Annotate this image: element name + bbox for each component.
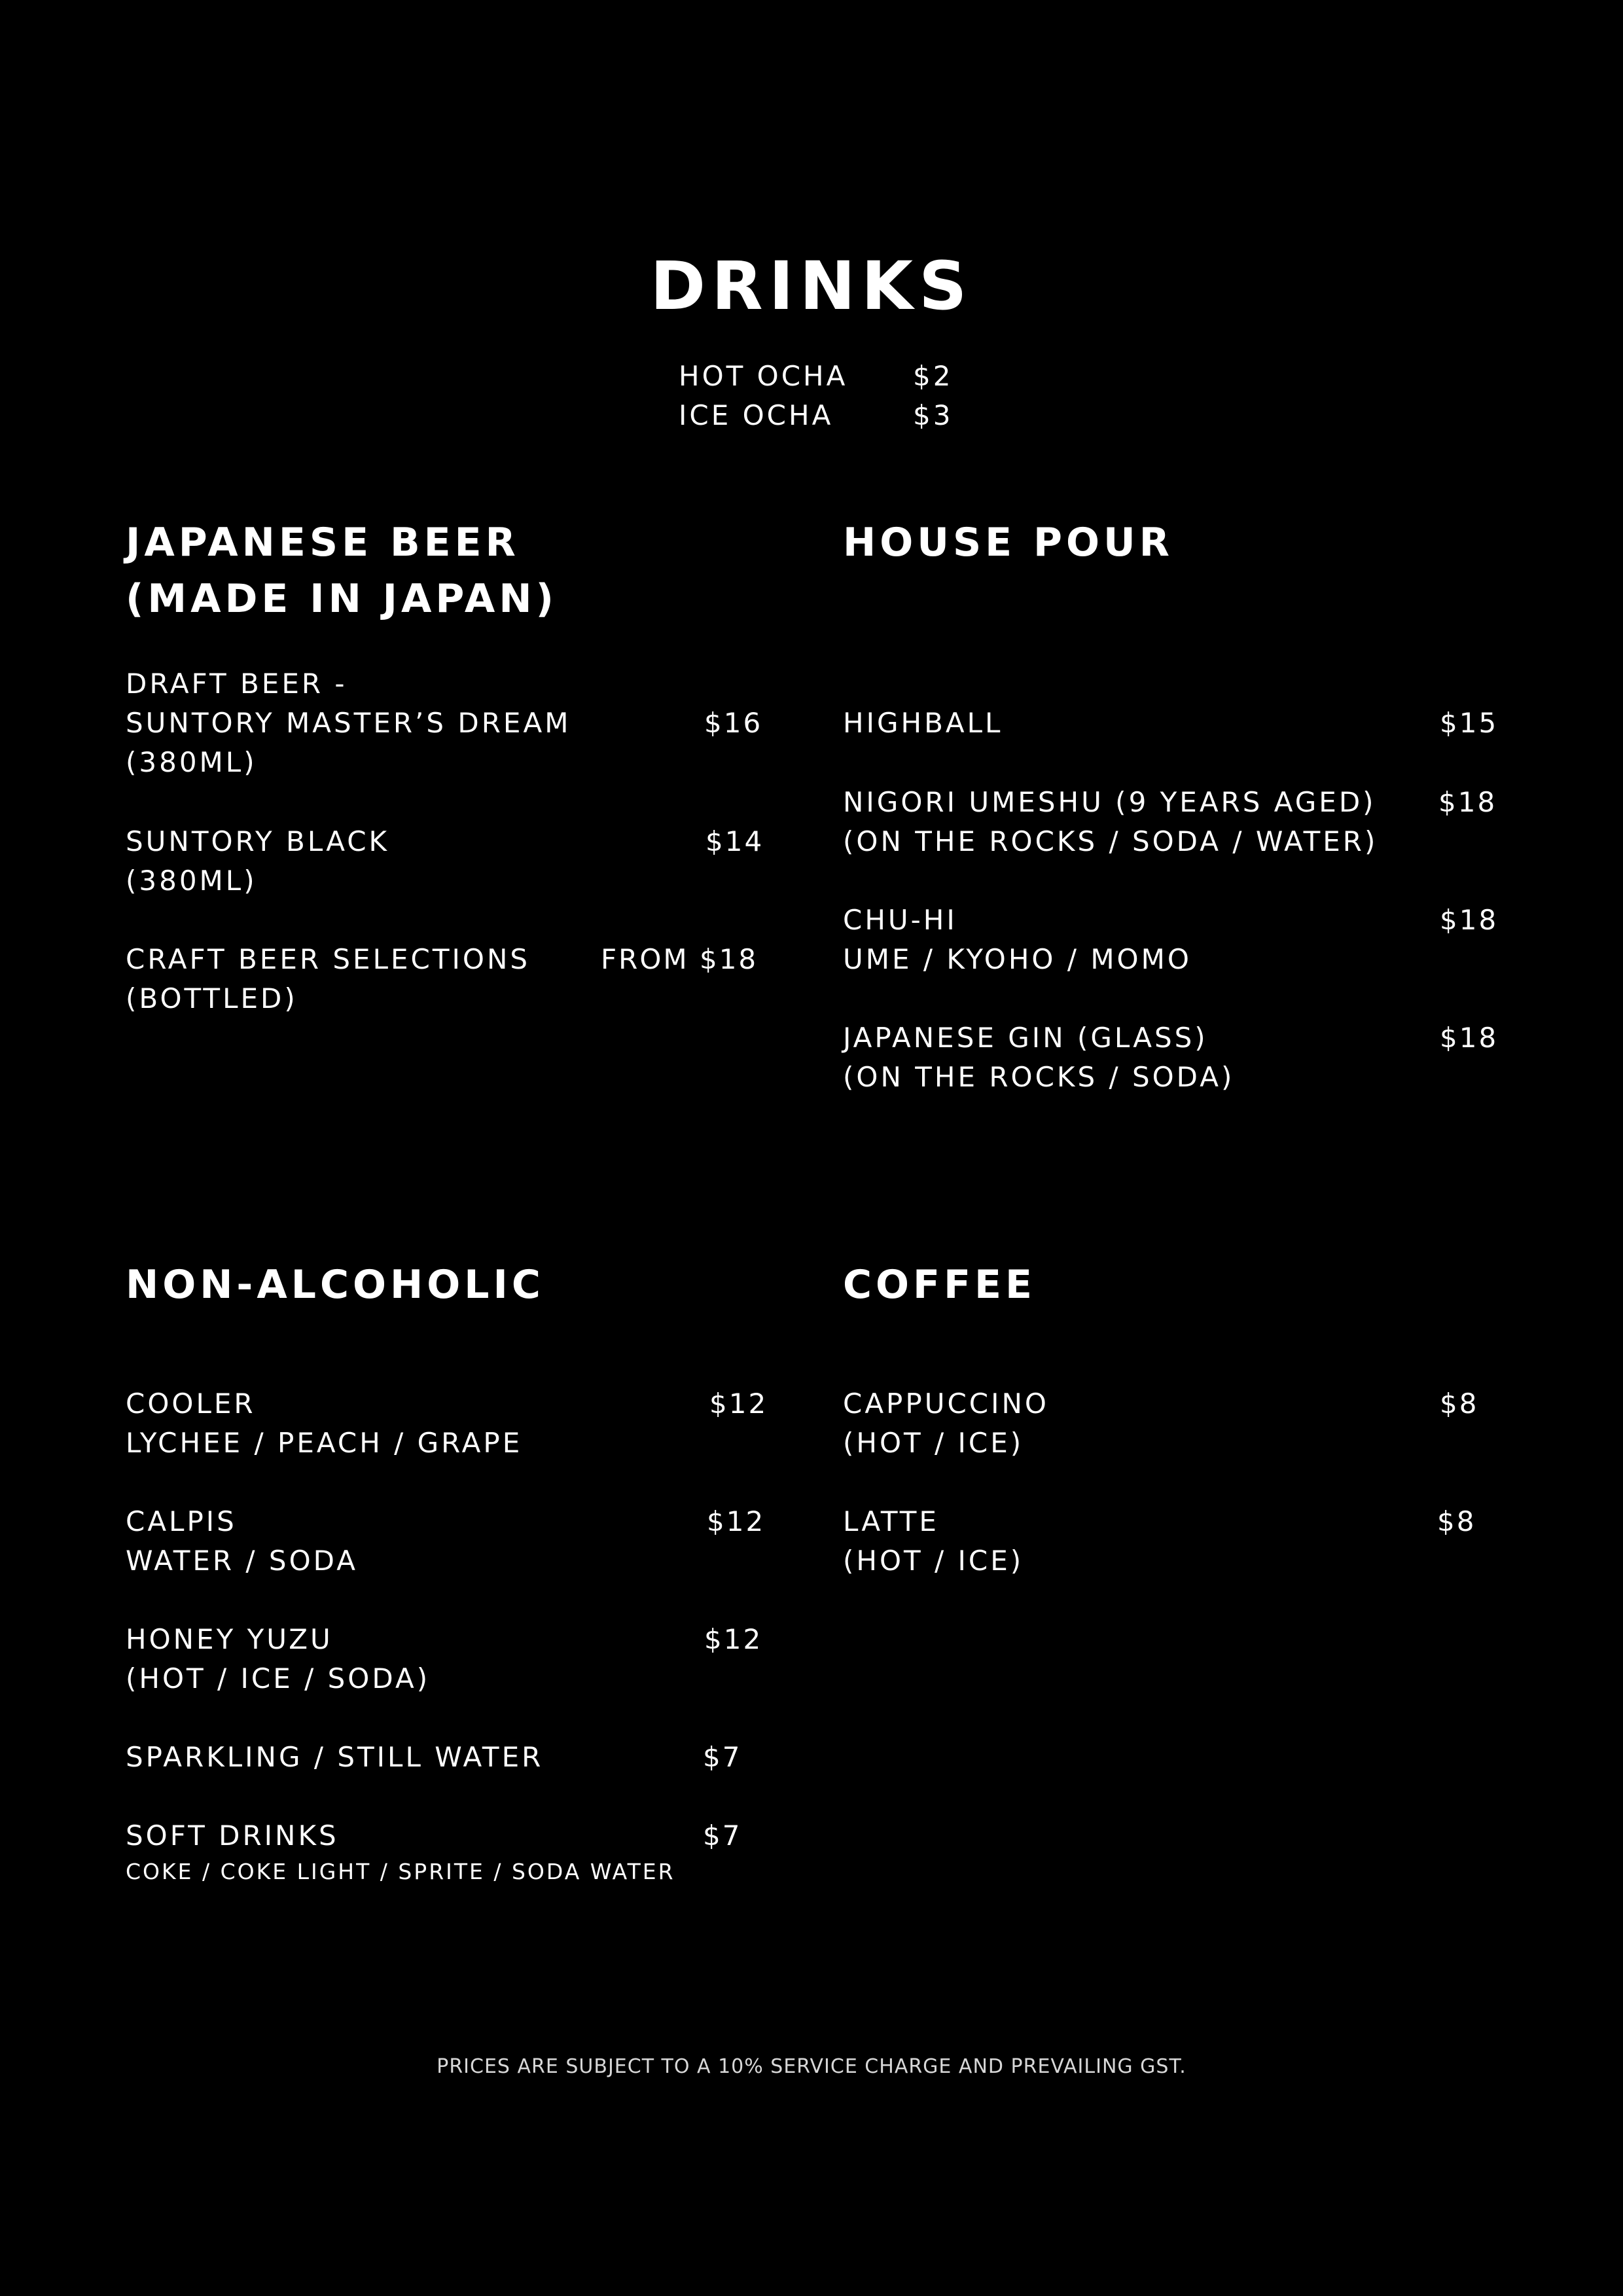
item-price: $15	[1440, 707, 1499, 739]
menu-item-honey-yuzu	[126, 1620, 763, 1698]
footer-note: PRICES ARE SUBJECT TO A 10% SERVICE CHARGE AND PREVAILING GST.	[437, 2055, 1186, 2078]
item-price: $2	[913, 360, 954, 392]
section-title-line: JAPANESE BEER	[126, 520, 520, 565]
item-name: JAPANESE GIN (GLASS)	[843, 1022, 1208, 1054]
item-name: SOFT DRINKS	[126, 1820, 339, 1852]
item-name: ICE OCHA	[679, 399, 834, 431]
page-title: DRINKS	[650, 247, 973, 325]
item-detail: UME / KYOHO / MOMO	[843, 943, 1192, 975]
menu-item-japanese-gin	[843, 1018, 1499, 1097]
section-title: HOUSE POUR	[843, 520, 1173, 565]
item-price: $8	[1437, 1505, 1476, 1537]
item-name: COOLER	[126, 1388, 256, 1420]
item-price: $18	[1438, 786, 1497, 818]
section-non-alcoholic-heading	[126, 1257, 544, 1313]
item-detail: (HOT / ICE / SODA)	[126, 1662, 431, 1695]
item-price: $12	[709, 1388, 768, 1420]
menu-item-soft-drinks	[126, 1816, 759, 1888]
item-detail: (380ML)	[126, 865, 257, 897]
item-price: $18	[1440, 904, 1499, 936]
item-name: CRAFT BEER SELECTIONS	[126, 943, 531, 975]
item-price: $12	[707, 1505, 766, 1537]
item-detail: (ON THE ROCKS / SODA)	[843, 1061, 1235, 1093]
item-name: HOT OCHA	[679, 360, 848, 392]
item-price: $3	[913, 399, 954, 431]
menu-item-chu-hi	[843, 901, 1499, 979]
item-name: DRAFT BEER -	[126, 668, 348, 700]
section-title	[126, 514, 558, 627]
section-title: NON-ALCOHOLIC	[126, 1262, 544, 1308]
item-price: FROM $18	[601, 943, 758, 975]
item-name: NIGORI UMESHU (9 YEARS AGED)	[843, 786, 1376, 818]
menu-item-suntory-black	[126, 822, 764, 901]
item-detail: COKE / COKE LIGHT / SPRITE / SODA WATER	[126, 1859, 675, 1884]
item-name: CALPIS	[126, 1505, 237, 1537]
item-price: $8	[1440, 1388, 1479, 1420]
item-detail: LYCHEE / PEACH / GRAPE	[126, 1427, 523, 1459]
list-item	[679, 396, 953, 435]
ocha-list	[679, 357, 953, 435]
item-name: HONEY YUZU	[126, 1623, 333, 1655]
item-price: $7	[703, 1820, 742, 1852]
list-item	[679, 357, 953, 396]
menu-item-cooler	[126, 1384, 768, 1463]
item-name: SUNTORY BLACK	[126, 825, 390, 857]
item-name: LATTE	[843, 1505, 939, 1537]
menu-item-latte	[843, 1502, 1492, 1581]
menu-item-calpis	[126, 1502, 766, 1581]
item-detail: (ON THE ROCKS / SODA / WATER)	[843, 825, 1378, 857]
section-coffee-heading	[843, 1257, 1036, 1313]
menu-item-water	[126, 1738, 759, 1777]
item-price: $7	[703, 1741, 742, 1773]
section-house-pour-heading	[843, 514, 1173, 571]
menu-item-craft-beer	[126, 940, 759, 1018]
section-title-line: (MADE IN JAPAN)	[126, 576, 558, 622]
item-name: CHU-HI	[843, 904, 957, 936]
item-name: CAPPUCCINO	[843, 1388, 1049, 1420]
item-detail: (HOT / ICE)	[843, 1427, 1024, 1459]
menu-item-highball	[843, 704, 1499, 743]
item-detail: WATER / SODA	[126, 1545, 358, 1577]
item-price: $12	[704, 1623, 763, 1655]
item-price: $16	[704, 707, 763, 739]
menu-item-draft-beer	[126, 664, 763, 782]
section-title: COFFEE	[843, 1262, 1036, 1308]
item-price: $18	[1440, 1022, 1499, 1054]
item-name: HIGHBALL	[843, 707, 1003, 739]
section-japanese-beer-heading	[126, 514, 558, 627]
item-name: SPARKLING / STILL WATER	[126, 1741, 544, 1773]
item-detail: (HOT / ICE)	[843, 1545, 1024, 1577]
item-price: $14	[705, 825, 764, 857]
menu-item-cappuccino	[843, 1384, 1492, 1463]
item-detail: (BOTTLED)	[126, 982, 298, 1014]
menu-item-nigori-umeshu	[843, 783, 1497, 861]
item-detail: (380ML)	[126, 746, 257, 778]
item-name: SUNTORY MASTER’S DREAM	[126, 707, 571, 739]
